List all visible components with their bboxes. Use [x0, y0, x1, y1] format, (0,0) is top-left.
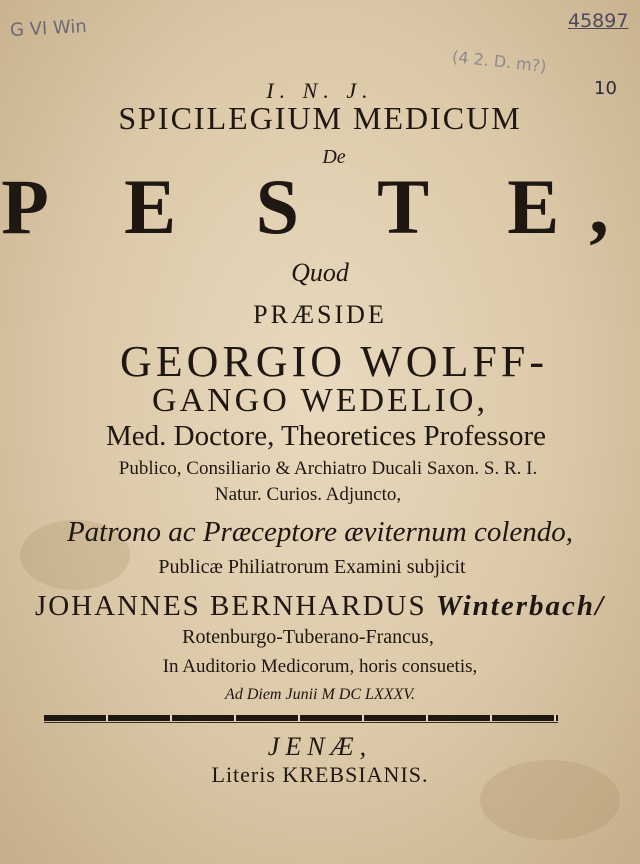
praeside: PRÆSIDE: [253, 300, 387, 329]
respondent-line: [0, 590, 640, 623]
respondent-name: JOHANNES BERNHARDUS: [34, 590, 427, 622]
imprint-printer: Literis KREBSIANIS.: [211, 762, 429, 787]
patron-line: Patrono ac Præceptore æviternum colendo,: [66, 516, 574, 548]
decorative-rule: [44, 715, 558, 721]
main-title: P E S T E,: [1, 163, 639, 250]
respondent-origin: Rotenburgo-Tuberano-Francus,: [182, 626, 434, 648]
quod: Quod: [291, 258, 349, 287]
defense-date: Ad Diem Junii M DC LXXXV.: [225, 686, 415, 703]
title-de: De: [322, 146, 346, 168]
handwritten-shelfmark: G VI Win: [9, 16, 88, 41]
president-name-line-1: GEORGIO WOLFF-: [120, 337, 548, 386]
respondent-surname-blackletter: Winterbach/: [435, 590, 606, 622]
invocation: I. N. J.: [266, 78, 374, 103]
president-titles-2: Publico, Consiliario & Archiatro Ducali Saxon. S. R. I.: [118, 458, 538, 479]
imprint-city: JENÆ,: [267, 732, 373, 761]
handwritten-inventory-number: 45897: [568, 10, 629, 32]
handwritten-number: 10: [594, 78, 617, 99]
president-name-line-2: GANGO WEDELIO,: [152, 382, 488, 419]
title-line-1: SPICILEGIUM MEDICUM: [118, 100, 522, 136]
decorative-rule-thin: [44, 722, 558, 723]
pencil-note: (4 2. D. m?): [451, 47, 548, 76]
defense-place: In Auditorio Medicorum, horis consuetis,: [162, 656, 478, 677]
president-titles-1: Med. Doctore, Theoretices Professore: [106, 420, 546, 452]
subjicit-line: Publicæ Philiatrorum Examini subjicit: [158, 556, 466, 578]
president-titles-3: Natur. Curios. Adjuncto,: [214, 484, 402, 505]
